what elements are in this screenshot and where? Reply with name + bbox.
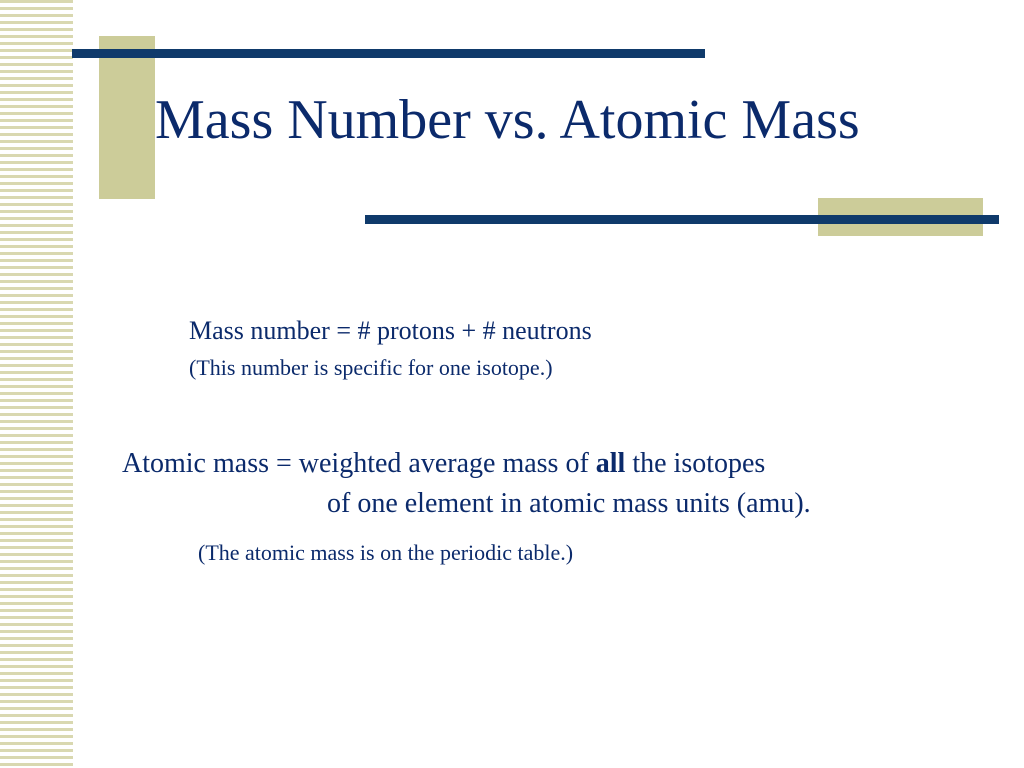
atomic-mass-definition — [122, 450, 765, 478]
atomic-mass-note: (The atomic mass is on the periodic table.) — [198, 540, 574, 565]
atomic-mass-emphasis: all — [595, 448, 626, 479]
slide-title: Mass Number vs. Atomic Mass — [155, 89, 860, 151]
atomic-mass-definition-suffix: the isotopes — [625, 448, 766, 479]
atomic-mass-definition-prefix: Atomic mass = weighted average mass of — [122, 448, 596, 479]
accent-block-left — [99, 36, 155, 199]
title-rule-top — [72, 49, 705, 58]
decorative-stripes — [0, 0, 73, 768]
mass-number-note: (This number is specific for one isotope.) — [189, 355, 553, 380]
mass-number-definition: Mass number = # protons + # neutrons — [189, 316, 592, 345]
atomic-mass-definition-continuation: of one element in atomic mass units (amu). — [327, 488, 811, 519]
title-rule-bottom — [365, 215, 999, 224]
